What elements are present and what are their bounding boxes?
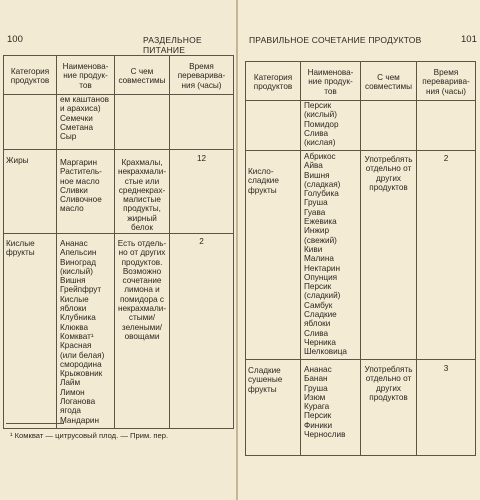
- cell-line: Апельсин: [60, 248, 97, 258]
- cell-line: Голубика: [304, 189, 339, 199]
- products-cell: [301, 360, 361, 456]
- products-cell: [301, 151, 361, 360]
- cell-line: Ананас: [304, 365, 332, 374]
- compatible-cell: [115, 234, 170, 429]
- cell-line: Малина: [304, 254, 334, 264]
- cell-line: переварива-: [422, 77, 470, 87]
- cell-line: масло: [60, 204, 84, 214]
- cell-line: Курага: [304, 402, 330, 412]
- column-header-compatible: [115, 56, 170, 95]
- cell-line: ное масло: [60, 176, 100, 186]
- cell-line: тов: [79, 80, 92, 90]
- cell-line: Грейпфрут: [60, 285, 102, 295]
- table-row: [4, 150, 234, 234]
- category-cell: [246, 101, 301, 151]
- column-header-digestion-time: [170, 56, 234, 95]
- cell-line: (кислая): [304, 138, 336, 148]
- table-row: [4, 95, 234, 150]
- cell-line: сушеные: [248, 375, 283, 385]
- cell-line: Слива: [304, 328, 329, 338]
- cell-line: Употреблять: [364, 155, 413, 164]
- cell-line: Лимон: [60, 387, 85, 397]
- footnote-divider: [6, 423, 64, 424]
- cell-line: Клубника: [60, 313, 96, 323]
- time-cell: 3: [417, 360, 476, 456]
- cell-line: Лайм: [60, 378, 81, 388]
- cell-line: ния (часы): [425, 86, 467, 96]
- left-running-header: РАЗДЕЛЬНОЕ ПИТАНИЕ: [143, 35, 202, 55]
- cell-line: Логанова: [60, 397, 96, 407]
- cell-line: Киви: [304, 244, 323, 254]
- cell-line: Есть отдель-: [117, 239, 167, 248]
- cell-line: смородина: [60, 359, 102, 369]
- cell-line: Категория: [253, 72, 293, 82]
- cell-line: некрахмали-: [117, 304, 167, 314]
- cell-line: Финики: [304, 420, 333, 430]
- cell-line: сладкие: [248, 176, 279, 186]
- cell-line: Время: [433, 68, 459, 78]
- cell-line: сочетание: [122, 276, 162, 286]
- cell-line: Раститель-: [60, 167, 102, 177]
- cell-line: Персик: [304, 282, 332, 292]
- cell-line: Сладкие: [304, 310, 337, 320]
- cell-line: овощами: [124, 331, 160, 341]
- cell-line: (сладкая): [304, 179, 341, 189]
- products-cell: [57, 234, 115, 429]
- products-cell: [301, 101, 361, 151]
- cell-line: Сыр: [60, 132, 77, 142]
- cell-line: ние продук-: [63, 71, 108, 81]
- category-cell: [4, 234, 57, 429]
- cell-line: Груша: [304, 198, 328, 208]
- cell-line: жирный: [127, 213, 157, 223]
- column-header-products: [301, 62, 361, 101]
- cell-line: Ананас: [60, 239, 88, 248]
- table-row: [246, 101, 476, 151]
- cell-line: продукты,: [123, 204, 161, 214]
- time-cell: [417, 101, 476, 151]
- cell-line: Персик: [304, 101, 332, 110]
- right-page: [238, 0, 480, 500]
- cell-line: переварива-: [177, 71, 226, 81]
- footnote: ¹ Комкват — цитрусовый плод. — Прим. пер.: [10, 431, 169, 440]
- cell-line: Сметана: [60, 122, 94, 132]
- cell-line: Время: [189, 62, 214, 72]
- cell-line: Сливки: [60, 185, 88, 195]
- table-row: [246, 360, 476, 456]
- cell-line: Гуава: [304, 207, 326, 217]
- cell-line: Персик: [304, 411, 332, 421]
- cell-line: (кислый): [304, 110, 337, 120]
- cell-line: Опунция: [304, 272, 338, 282]
- cell-line: Наименова-: [307, 68, 354, 78]
- cell-line: фрукты: [248, 384, 277, 394]
- cell-line: помидора с: [120, 294, 164, 304]
- cell-line: Употреблять: [364, 365, 413, 374]
- cell-line: продуктов: [369, 182, 408, 192]
- cell-line: яблоки: [304, 319, 331, 329]
- cell-line: ние продук-: [308, 77, 353, 87]
- products-cell: [57, 150, 115, 234]
- cell-line: продуктов: [369, 392, 408, 402]
- cell-line: стыми/: [128, 313, 156, 323]
- cell-line: Сливочное: [60, 195, 102, 205]
- table-row: [246, 151, 476, 360]
- cell-line: (или белая): [60, 350, 105, 360]
- cell-line: Вишня: [304, 170, 330, 180]
- cell-line: других: [376, 173, 401, 183]
- cell-line: Самбук: [304, 300, 333, 310]
- cell-line: малистые: [123, 195, 161, 205]
- cell-line: тов: [324, 86, 337, 96]
- category-cell: [246, 151, 301, 360]
- cell-line: Категория: [10, 66, 50, 76]
- products-cell: [57, 95, 115, 150]
- cell-line: Кислые: [6, 239, 35, 248]
- cell-line: Крыжовник: [60, 369, 103, 379]
- cell-line: среднекрах-: [118, 185, 166, 195]
- cell-line: ягода: [60, 406, 81, 416]
- cell-line: но от других: [118, 248, 166, 258]
- cell-line: ния (часы): [181, 80, 222, 90]
- cell-line: Кислые: [60, 294, 89, 304]
- cell-line: Ежевика: [304, 217, 337, 227]
- cell-line: (кислый): [60, 266, 93, 276]
- cell-line: зелеными/: [121, 322, 163, 332]
- cell-line: других: [376, 383, 401, 393]
- cell-line: Кисло-: [248, 167, 274, 176]
- cell-line: лимона и: [124, 285, 160, 295]
- cell-line: Жиры: [6, 156, 29, 165]
- cell-line: Абрикос: [304, 152, 336, 161]
- cell-line: некрахмали-: [117, 167, 167, 177]
- compatible-cell: [115, 150, 170, 234]
- compatible-cell: [115, 95, 170, 150]
- cell-line: Виноград: [60, 257, 96, 267]
- cell-line: Сладкие: [248, 366, 281, 375]
- compatible-cell: [361, 151, 417, 360]
- cell-line: совместимы: [364, 82, 413, 91]
- cell-line: Айва: [304, 161, 323, 171]
- cell-line: (сладкий): [304, 291, 341, 301]
- cell-line: Чернослив: [304, 430, 346, 440]
- category-cell: [4, 150, 57, 234]
- cell-line: Крахмалы,: [121, 158, 163, 167]
- cell-line: Наименова-: [62, 62, 109, 72]
- time-cell: [170, 95, 234, 150]
- cell-line: отдельно от: [365, 374, 412, 384]
- time-cell: 2: [417, 151, 476, 360]
- cell-line: продуктов.: [121, 257, 163, 267]
- left-food-table: [3, 55, 234, 429]
- column-header-compatible: [361, 62, 417, 101]
- compatible-cell: [361, 101, 417, 151]
- cell-line: Изюм: [304, 392, 326, 402]
- column-header-products: [57, 56, 115, 95]
- cell-line: С чем: [377, 72, 400, 82]
- cell-line: Помидор: [304, 119, 339, 129]
- table-row: [4, 234, 234, 429]
- cell-line: яблоки: [60, 304, 87, 314]
- category-cell: [246, 360, 301, 456]
- time-cell: 12: [170, 150, 234, 234]
- cell-line: Вишня: [60, 276, 86, 286]
- column-header-digestion-time: [417, 62, 476, 101]
- column-header-category: [246, 62, 301, 101]
- cell-line: Черника: [304, 337, 336, 347]
- time-cell: 2: [170, 234, 234, 429]
- cell-line: фрукты: [6, 248, 35, 258]
- cell-line: белок: [131, 223, 153, 233]
- compatible-cell: [361, 360, 417, 456]
- cell-line: Нектарин: [304, 263, 341, 273]
- cell-line: продуктов: [253, 82, 293, 91]
- cell-line: Возможно: [122, 266, 162, 276]
- cell-line: продуктов: [10, 76, 50, 85]
- right-food-table: [245, 61, 476, 456]
- cell-line: фрукты: [248, 185, 277, 195]
- cell-line: и арахиса): [60, 104, 101, 114]
- cell-line: Инжир: [304, 226, 330, 236]
- cell-line: (свежий): [304, 235, 337, 245]
- cell-line: Клюква: [60, 322, 89, 332]
- cell-line: С чем: [130, 66, 154, 76]
- table-header-row: [246, 62, 476, 101]
- table-header-row: [4, 56, 234, 95]
- cell-line: Мандарин: [60, 415, 99, 425]
- cell-line: Шелковица: [304, 347, 347, 357]
- right-page-number: 101: [461, 34, 477, 45]
- category-cell: [4, 95, 57, 150]
- cell-line: Красная: [60, 341, 92, 351]
- cell-line: Банан: [304, 374, 328, 384]
- left-page: [0, 0, 236, 500]
- cell-line: Маргарин: [60, 158, 98, 167]
- cell-line: Слива: [304, 128, 329, 138]
- cell-line: Семечки: [60, 113, 93, 123]
- left-page-number: 100: [7, 34, 23, 45]
- cell-line: отдельно от: [365, 164, 412, 174]
- cell-line: Комкват¹: [60, 331, 94, 341]
- cell-line: ем каштанов: [60, 95, 109, 104]
- column-header-category: [4, 56, 57, 95]
- cell-line: совместимы: [118, 76, 166, 85]
- right-running-header: ПРАВИЛЬНОЕ СОЧЕТАНИЕ ПРОДУКТОВ: [249, 35, 422, 45]
- cell-line: стые или: [124, 176, 160, 186]
- cell-line: Груша: [304, 383, 328, 393]
